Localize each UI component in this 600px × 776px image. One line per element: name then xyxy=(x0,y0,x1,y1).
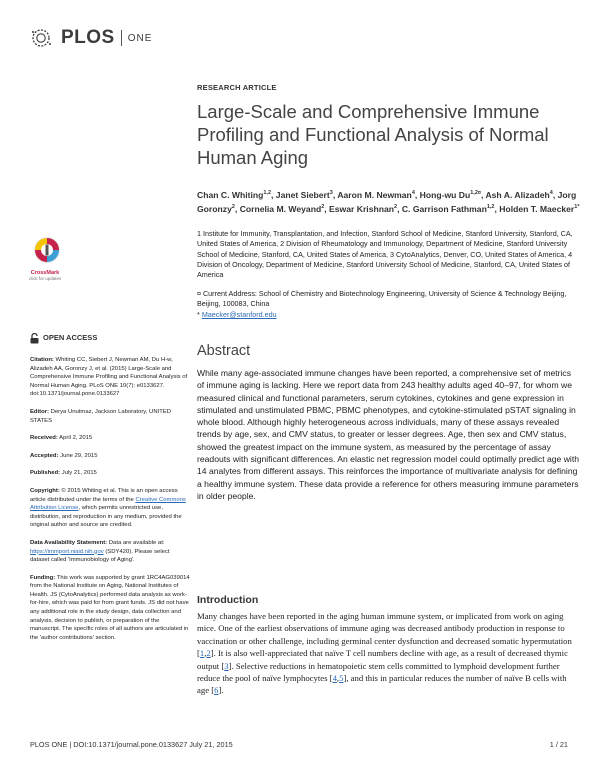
author-affiliation-sup: 3 xyxy=(329,190,333,196)
received-label: Received: xyxy=(30,435,58,442)
plos-logo-icon xyxy=(30,27,58,49)
reference-link[interactable]: 4 xyxy=(332,673,337,684)
reference-link[interactable]: 6 xyxy=(214,685,219,696)
intro-text-run: ]. xyxy=(218,685,224,696)
author-name: Aaron M. Newman xyxy=(337,189,412,200)
reference-link[interactable]: 2 xyxy=(206,648,211,659)
copyright-text-post: , which permits unrestricted use, distribution, and reproduction in any medium, provided the original author and source are credited. xyxy=(30,505,182,529)
data-availability-post: (SDY420). Please select dataset called 'Immunobiology of Aging'. xyxy=(30,548,170,564)
logo-brand: PLOS xyxy=(61,27,115,48)
author-affiliation-sup: 2 xyxy=(321,204,325,211)
introduction-text xyxy=(197,610,580,697)
author-name: C. Garrison Fathman xyxy=(401,204,487,215)
author-affiliation-sup: 1,2 xyxy=(486,204,495,211)
author-list: Chan C. Whiting$^{1,2}$, Janet Siebert$^3$, Aaron M. Newman$^4$, Hong-wu $Du^{1,2¤}$, Ash A. Alizadeh$^4$, Jorg Goronzy$^2$, Cornelia M. Weyand$^2$, Eswar Krishnan$^2$, C. Garrison Fathman$^{1,2}$, Holden T. Maecker$^{1*}$ xyxy=(197,189,580,215)
corresponding-marker: * xyxy=(197,309,200,319)
introduction-heading: Introduction xyxy=(197,594,259,606)
crossmark-sub: click for updates xyxy=(28,276,62,281)
author-name: Janet Siebert xyxy=(275,189,330,200)
abstract-heading: Abstract xyxy=(197,343,251,359)
author-affiliation-sup: 1,2¤ xyxy=(470,190,481,196)
accepted-date: June 29, 2015 xyxy=(60,452,98,459)
author-affiliation-sup: 1* xyxy=(574,204,580,211)
copyright-text-pre: © 2015 Whiting et al. This is an open access article distributed under the terms of the xyxy=(30,487,178,503)
reference-link[interactable]: 1 xyxy=(199,648,205,659)
crossmark-badge[interactable] xyxy=(30,236,64,281)
intro-text-run: , xyxy=(336,673,340,684)
logo-journal: ONE xyxy=(127,32,153,44)
data-availability-block xyxy=(30,539,190,565)
license-link[interactable]: Creative Commons Attribution License xyxy=(30,496,186,512)
page-footer: PLOS ONE | DOI:10.1371/journal.pone.0133627 July 21, 2015 xyxy=(30,740,233,749)
author-name: Eswar Krishnan xyxy=(329,204,394,215)
editor-label: Editor: xyxy=(30,408,49,415)
author-affiliation-sup: 2 xyxy=(231,204,235,211)
journal-logo xyxy=(30,26,152,50)
author-affiliation-sup: 2 xyxy=(394,204,398,211)
received-block xyxy=(30,434,190,443)
author-name: Ash A. Alizadeh xyxy=(485,189,550,200)
copyright-block xyxy=(30,487,190,530)
published-block xyxy=(30,469,190,478)
author-affiliation-sup: 1,2 xyxy=(263,190,272,196)
data-availability-label: Data Availability Statement: xyxy=(30,539,108,546)
affiliations: 1 Institute for Immunity, Transplantation, and Infection, Stanford School of Medicine, Stanford University, Stanford, CA, United States of America, 2 Division of Rheumatology and Immunology, Department of Medicine, Stanford University School of Medicine, Stanford, CA, United States of America, 3 CytoAnalytics, Denver, CO, United States of America, 4 Division of Oncology, Department of Medicine, Stanford University School of Medicine, Stanford, CA, United States of America xyxy=(197,229,573,280)
accepted-block xyxy=(30,452,190,461)
article-title: Large-Scale and Comprehensive Immune Profiling and Functional Analysis of Normal Human Aging xyxy=(197,101,549,168)
logo-divider xyxy=(121,30,122,46)
abstract-text: While many age-associated immune changes have been reported, a comprehensive set of metrics of immune aging is lacking. Here we report data from 243 healthy adults aged 40–97, for whom we measured clinical and functional parameters, serum cytokines, cytokines and gene expression in stimulated and unstimulated PBMC, PBMC phenotypes, and cytokine-stimulated pSTAT signaling in whole blood. Although highly heterogeneous across individuals, many of these assays revealed trends by age, sex, and CMV status, to greater or lesser degrees. Age, then sex and CMV status, showed the greatest impact on the immune system, as measured by the percentage of assay readouts with significant differences. An elastic net regression model could optimally predict age with 14 analytes from different assays. This reinforces the importance of multivariate analysis for defining a healthy immune system. These data provide a reference for others measuring immune parameters in older people. xyxy=(197,368,579,501)
published-date: July 21, 2015 xyxy=(61,470,97,477)
editor-block xyxy=(30,408,190,425)
data-availability-pre: Data are available at: xyxy=(108,539,165,546)
citation-block xyxy=(30,356,190,399)
page-number: 1 / 21 xyxy=(549,740,568,749)
funding-label: Funding: xyxy=(30,574,56,581)
open-lock-icon xyxy=(30,333,39,344)
crossmark-icon xyxy=(33,236,61,264)
article-sidebar xyxy=(30,333,190,651)
author-notes xyxy=(197,289,582,320)
corresponding-email-link[interactable]: Maecker@stanford.edu xyxy=(201,309,277,319)
intro-text-run: ], and this in particular reduces the number of naïve B cells with age [ xyxy=(197,673,567,696)
author-name: Cornelia M. Weyand xyxy=(239,204,322,215)
funding-text: This work was supported by grant 1RC4AG039014 from the National Institute on Aging, National Institutes of Health. JS (CytoAnalytics) performed data analysis as work-for-hire, which was paid for from grant funds. JS did not have any additional role in the study design, data collection and analysis, decision to publish, or preparation of the manuscript. The specific roles of all authors are articulated in the 'author contributions' section. xyxy=(30,574,190,641)
author-affiliation-sup: 4 xyxy=(549,190,553,196)
citation-text: Whiting CC, Siebert J, Newman AM, Du H-w, Alizadeh AA, Goronzy J, et al. (2015) Large-Scale and Comprehensive Immune Profiling and Functional Analysis of Normal Human Aging. PLoS ONE 10(7): e0133627. doi:10.1371/journal.pone.0133627 xyxy=(30,357,188,398)
published-label: Published: xyxy=(30,470,61,477)
funding-block xyxy=(30,574,190,643)
article-type: RESEARCH ARTICLE xyxy=(197,83,277,92)
crossmark-label: CrossMark xyxy=(30,270,60,276)
corresponding-author xyxy=(197,310,582,320)
author-name: Chan C. Whiting xyxy=(197,189,264,200)
intro-text-run: , xyxy=(204,648,207,659)
author-name: Hong-wu Du xyxy=(419,189,471,200)
intro-text-run: ]. It is also well-appreciated that naïve T cell numbers decline with age, as a result of decreased thymic output [ xyxy=(197,648,568,671)
open-access-label: OPEN ACCESS xyxy=(43,333,98,343)
citation-label: Citation: xyxy=(30,357,54,363)
current-address: ¤ Current Address: School of Chemistry and Biotechnology Engineering, University of Science & Technology Beijing, Beijing, 100083, China xyxy=(197,289,567,309)
author-affiliation-sup: 4 xyxy=(411,190,415,196)
copyright-label: Copyright: xyxy=(30,487,60,494)
received-date: April 2, 2015 xyxy=(59,435,93,442)
open-access-badge xyxy=(30,333,190,344)
author-name: Holden T. Maecker xyxy=(499,204,575,215)
editor-text: Derya Unutmaz, Jackson Laboratory, UNITED STATES xyxy=(30,408,171,424)
accepted-label: Accepted: xyxy=(30,452,59,459)
author-name: Jorg Goronzy xyxy=(197,189,577,215)
immport-link[interactable]: https://immport.niaid.nih.gov xyxy=(30,548,104,555)
reference-link[interactable]: 5 xyxy=(339,673,344,684)
intro-text-run: ]. Selective reductions in hematopoietic stem cells committed to lymphoid development further reduce the pool of naïve lymphocytes [ xyxy=(197,660,560,684)
reference-link[interactable]: 3 xyxy=(224,660,229,671)
intro-text-run: Many changes have been reported in the aging human immune system, or implicated from work on aging mice. One of the earliest observations of immune aging was decreased antibody production in response to vaccination or other challenge, including germinal center dysfunction and decreased somatic hypermutation [ xyxy=(197,611,572,659)
